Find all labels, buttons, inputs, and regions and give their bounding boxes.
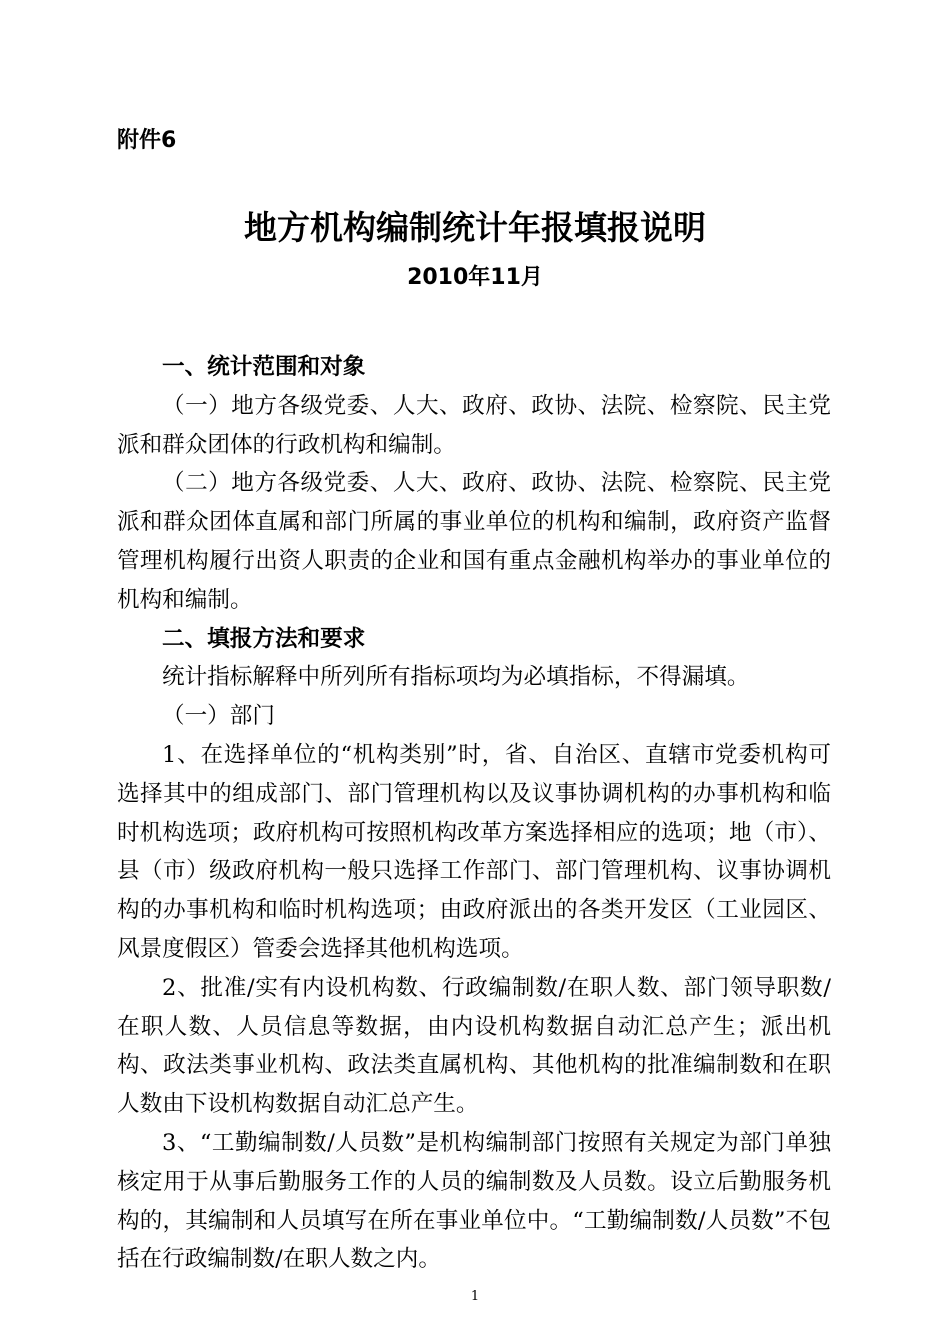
paragraph-item-1: 1、在选择单位的“机构类别”时，省、自治区、直辖市党委机构可选择其中的组成部门、部门管理机构以及议事协调机构的办事机构和临时机构选项；政府机构可按照机构改革方案选择相应的选项；地（市）、县（市）级政府机构一般只选择工作部门、部门管理机构、议事协调机构的办事机构和临时机构选项；由政府派出的各类开发区（工业园区、风景度假区）管委会选择其他机构选项。 [117, 741, 831, 962]
attachment-label: 附件6 [117, 128, 177, 153]
document-title: 地方机构编制统计年报填报说明 [244, 208, 706, 247]
section-heading-method: 二、填报方法和要求 [162, 625, 366, 652]
document-date: 2010年11月 [407, 265, 543, 290]
paragraph-item-3: 3、“工勤编制数/人员数”是机构编制部门按照有关规定为部门单独核定用于从事后勤服务工作的人员的编制数及人员数。设立后勤服务机构的，其编制和人员填写在所在事业单位中。“工勤编制数/人员数”不包括在行政编制数/在职人数之内。 [117, 1129, 831, 1273]
document-body [117, 348, 831, 1279]
subheading-department: （一）部门 [162, 703, 275, 730]
paragraph-scope-2: （二）地方各级党委、人大、政府、政协、法院、检察院、民主党派和群众团体直属和部门所属的事业单位的机构和编制，政府资产监督管理机构履行出资人职责的企业和国有重点金融机构举办的事业单位的机构和编制。 [117, 470, 831, 613]
section-heading-scope: 一、统计范围和对象 [162, 354, 366, 380]
paragraph-item-2: 2、批准/实有内设机构数、行政编制数/在职人数、部门领导职数/在职人数、人员信息等数据，由内设机构数据自动汇总产生；派出机构、政法类事业机构、政法类直属机构、其他机构的批准编制数和在职人数由下设机构数据自动汇总产生。 [117, 974, 831, 1118]
paragraph-required: 统计指标解释中所列所有指标项均为必填指标，不得漏填。 [162, 664, 750, 691]
page-number: 1 [470, 1289, 480, 1304]
paragraph-scope-1: （一）地方各级党委、人大、政府、政协、法院、检察院、民主党派和群众团体的行政机构和编制。 [117, 392, 831, 458]
